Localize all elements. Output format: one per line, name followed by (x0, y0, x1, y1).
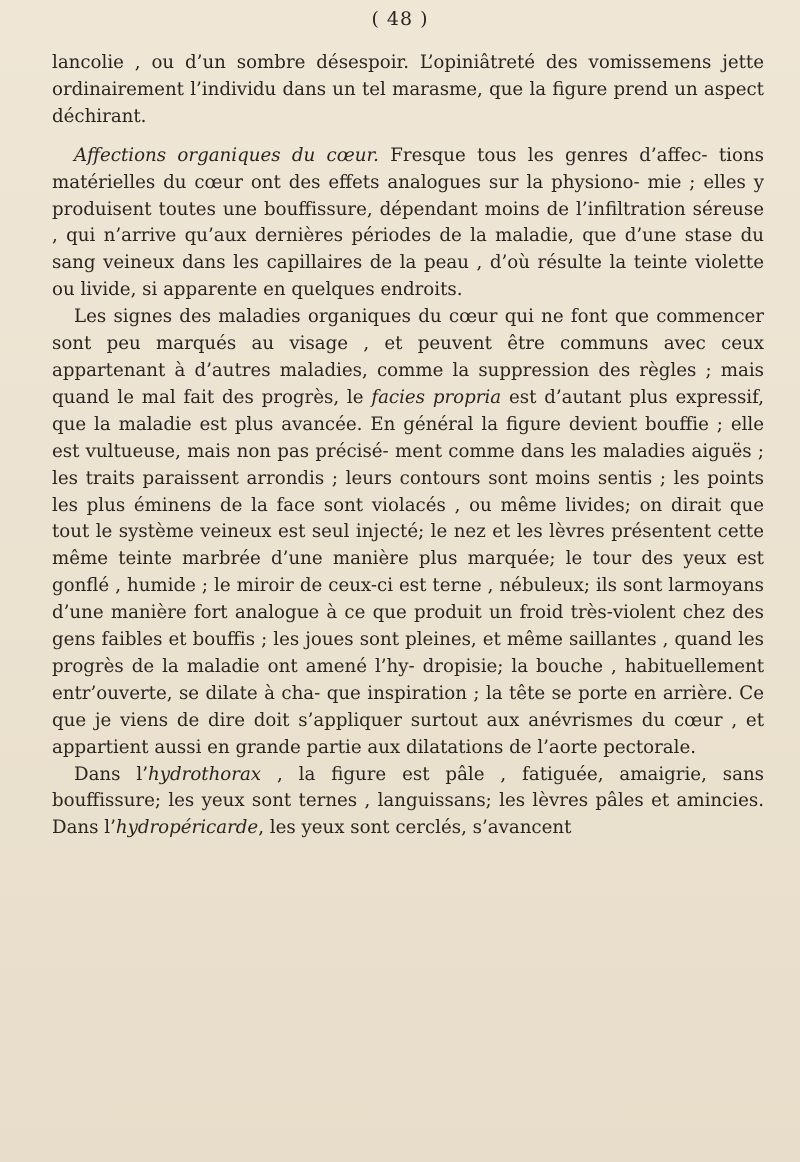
italic-term: hydropéricarde (115, 817, 259, 839)
text-segment: , les yeux sont cerclés, s’avancent (258, 817, 572, 839)
page-number: ( 48 ) (371, 8, 429, 30)
italic-term: facies propria (371, 386, 502, 408)
text-segment: lancolie , ou d’un sombre désespoir. L’opiniâtreté des vomissemens jette ordinairement l’individu dans un tel marasme, que la figure prend un aspect déchirant. (52, 52, 764, 127)
text-body (52, 50, 764, 842)
paragraph-continuation (52, 50, 764, 131)
paragraph-affections-organiques (52, 143, 764, 304)
paragraph-hydrothorax (52, 762, 764, 843)
text-segment: , la figure est pâle , fatiguée, amaigrie, sans bouffissure; les yeux sont ternes , languissans; les lèvres pâles et amincies. Dans l’ (52, 763, 764, 839)
text-segment: Les signes des maladies organiques du cœur qui ne font que commencer sont peu marqués au visage , et peuvent être communs avec ceux appartenant à d’autres maladies, comme la suppression des règles ; mais quand le mal fait des progrès, le (52, 306, 764, 408)
text-segment: Dans l’ (74, 763, 148, 785)
paragraph-signes (52, 304, 764, 761)
text-segment: Fresque tous les genres d’affec- tions matérielles du cœur ont des effets analogues sur la physiono- mie ; elles y produisent toutes une bouffissure, dépendant moins de l’infiltration séreuse , qui n’arrive qu’aux dernières périodes de la maladie, que d’une stase du sang veineux dans les capillaires de la peau , d’où résulte la teinte violette ou livide, si apparente en quelques endroits. (52, 144, 764, 301)
section-heading: Affections organiques du cœur. (74, 144, 379, 166)
italic-term: hydrothorax (148, 763, 262, 785)
text-segment: est d’autant plus expressif, que la maladie est plus avancée. En général la figure devient bouffie ; elle est vultueuse, mais non pas précisé- ment comme dans les maladies aiguës ; les traits paraissent arrondis ; leurs contours sont moins sentis ; les points les plus éminens de la face sont violacés , ou même livides; on dirait que tout le système veineux est seul injecté; le nez et les lèvres présentent cette même teinte marbrée d’une manière plus marquée; le tour des yeux est gonflé , humide ; le miroir de ceux-ci est terne , nébuleux; ils sont larmoyans d’une manière fort analogue à ce que produit un froid très-violent chez des gens faibles et bouffis ; les joues sont pleines, et même saillantes , quand les progrès de la maladie ont amené l’hy- dropisie; la bouche , habituellement entr’ouverte, se dilate à cha- que inspiration ; la tête se porte en arrière. Ce que je viens de dire doit s’appliquer surtout aux anévrismes du cœur , et appartient aussi en grande partie aux dilatations de l’aorte pectorale. (52, 386, 764, 758)
